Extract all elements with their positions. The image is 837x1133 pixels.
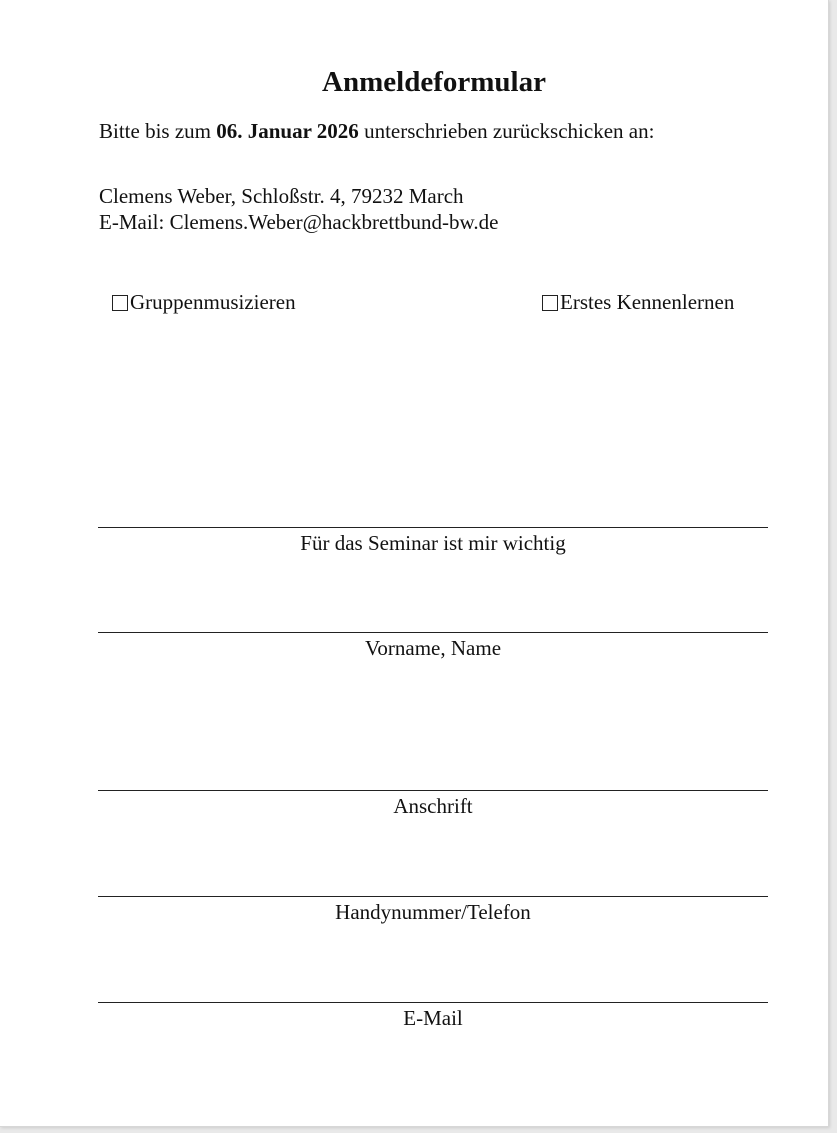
- intro-deadline: 06. Januar 2026: [216, 119, 359, 143]
- option-erstes-kennenlernen[interactable]: [542, 290, 734, 315]
- option-label: Gruppenmusizieren: [130, 290, 296, 314]
- checkbox-icon[interactable]: [542, 295, 558, 311]
- email-label: E-Mail: [403, 1006, 463, 1030]
- phone-label: Handynummer/Telefon: [335, 900, 531, 924]
- intro-prefix: Bitte bis zum: [99, 119, 217, 143]
- option-label: Erstes Kennenlernen: [560, 290, 735, 314]
- address-field-line[interactable]: [98, 790, 768, 791]
- name-line[interactable]: [98, 632, 768, 633]
- email-field-line[interactable]: [98, 1002, 768, 1003]
- seminar-wishes-label: Für das Seminar ist mir wichtig: [300, 531, 566, 555]
- email-line: E-Mail: Clemens.Weber@hackbrettbund-bw.de: [99, 210, 499, 234]
- name-label: Vorname, Name: [364, 636, 502, 660]
- seminar-wishes-line[interactable]: [98, 527, 768, 528]
- address-label: Anschrift: [393, 794, 473, 818]
- phone-line[interactable]: [98, 896, 768, 897]
- address-line: Clemens Weber, Schloßstr. 4, 79232 March: [99, 184, 464, 208]
- checkbox-icon[interactable]: [112, 295, 128, 311]
- intro-text: [99, 119, 654, 144]
- form-title: Anmeldeformular: [322, 66, 546, 98]
- option-gruppenmusizieren[interactable]: [112, 290, 296, 315]
- intro-suffix: unterschrieben zurückschicken an:: [358, 119, 655, 143]
